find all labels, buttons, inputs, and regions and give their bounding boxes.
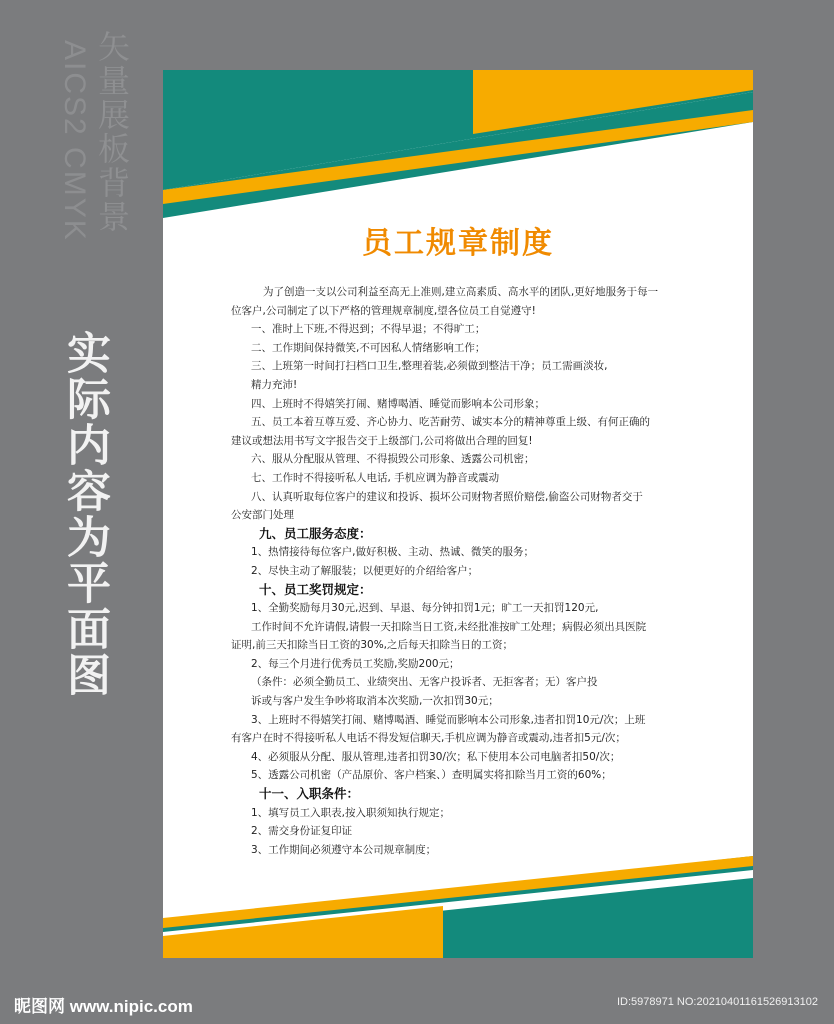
site-url: www.nipic.com xyxy=(69,997,193,1016)
section-heading: 十一、入职条件： xyxy=(259,786,360,802)
rules-body xyxy=(231,283,721,859)
rule-line: 3、上班时不得嬉笑打闹、赌博喝酒、睡觉而影响本公司形象,违者扣罚10元/次；上班 xyxy=(251,713,646,726)
rule-line: 2、需交身份证复印证 xyxy=(251,825,353,838)
rule-line: （条件：必须全勤员工、业绩突出、无客户投诉者、无拒客者；无）客户投 xyxy=(251,676,598,689)
rule-line: 建议或想法用书写文字报告交于上级部门,公司将做出合理的回复! xyxy=(231,434,533,447)
poster-board xyxy=(163,70,753,958)
image-id: ID:5978971 NO:20210401161526913102 xyxy=(616,996,818,1008)
rule-line: 为了创造一支以公司利益至高无上准则,建立高素质、高水平的团队,更好地服务于每一 xyxy=(263,286,659,298)
rule-line: 1、填写员工入职表,按入职须知执行规定； xyxy=(251,806,451,819)
rule-line: 2、每三个月进行优秀员工奖励,奖励200元； xyxy=(251,657,460,670)
rule-line: 三、上班第一时间打扫档口卫生,整理着装,必须做到整洁干净；员工需画淡妆, xyxy=(251,360,608,373)
rule-line: 五、员工本着互尊互爱、齐心协力、吃苦耐劳、诚实本分的精神尊重上级、有何正确的 xyxy=(251,416,650,429)
section-heading: 九、员工服务态度： xyxy=(259,525,372,541)
rule-line: 有客户在时不得接听私人电话不得发短信聊天,手机应调为静音或震动,违者扣5元/次； xyxy=(231,732,626,745)
rule-line: 二、工作期间保持微笑,不可因私人情绪影响工作； xyxy=(251,341,486,354)
rule-line: 3、工作期间必须遵守本公司规章制度； xyxy=(251,843,437,856)
section-heading: 十、员工奖罚规定： xyxy=(259,581,372,597)
site-logo: 昵图网 xyxy=(14,997,65,1017)
rule-line: 1、热情接待每位客户,做好积极、主动、热诚、微笑的服务； xyxy=(251,546,535,559)
rule-line: 位客户,公司制定了以下严格的管理规章制度,望各位员工自觉遵守! xyxy=(231,304,536,317)
site-watermark xyxy=(14,992,193,1017)
rule-line: 诉或与客户发生争吵将取消本次奖励,一次扣罚30元； xyxy=(251,695,499,708)
rule-line: 精力充沛! xyxy=(251,378,298,391)
rule-line: 证明,前三天扣除当日工资的30%,之后每天扣除当日的工资； xyxy=(231,639,514,652)
rule-line: 5、透露公司机密（产品原价、客户档案、）查明属实将扣除当月工资的60%； xyxy=(251,769,612,782)
rule-line: 七、工作时不得接听私人电话, 手机应调为静音或震动 xyxy=(251,471,500,484)
rule-line: 公安部门处理 xyxy=(231,509,294,522)
document-title: 员工规章制度 xyxy=(362,226,554,261)
rule-line: 4、必须服从分配、服从管理,违者扣罚30/次；私下使用本公司电脑者扣50/次； xyxy=(251,750,621,763)
side-caption: 实际内容为平面图 xyxy=(59,330,110,698)
rule-line: 四、上班时不得嬉笑打闹、赌博喝酒、睡觉而影响本公司形象； xyxy=(251,397,545,410)
watermark-cn: 矢量展板背景 xyxy=(93,30,131,234)
rule-line: 八、认真听取每位客户的建议和投诉、损坏公司财物者照价赔偿,偷盗公司财物者交于 xyxy=(251,490,643,503)
watermark-latin: AICS2 CMYK xyxy=(58,40,91,242)
rule-line: 工作时间不允许请假,请假一天扣除当日工资,未经批准按旷工处理；病假必须出具医院 xyxy=(251,620,647,633)
rule-line: 1、全勤奖励每月30元,迟到、早退、每分钟扣罚1元；旷工一天扣罚120元, xyxy=(251,602,599,615)
rule-line: 一、准时上下班,不得迟到；不得早退；不得旷工； xyxy=(251,323,486,336)
rule-line: 六、服从分配服从管理、不得损毁公司形象、透露公司机密； xyxy=(251,453,535,466)
rule-line: 2、尽快主动了解服装；以便更好的介绍给客户； xyxy=(251,564,479,577)
